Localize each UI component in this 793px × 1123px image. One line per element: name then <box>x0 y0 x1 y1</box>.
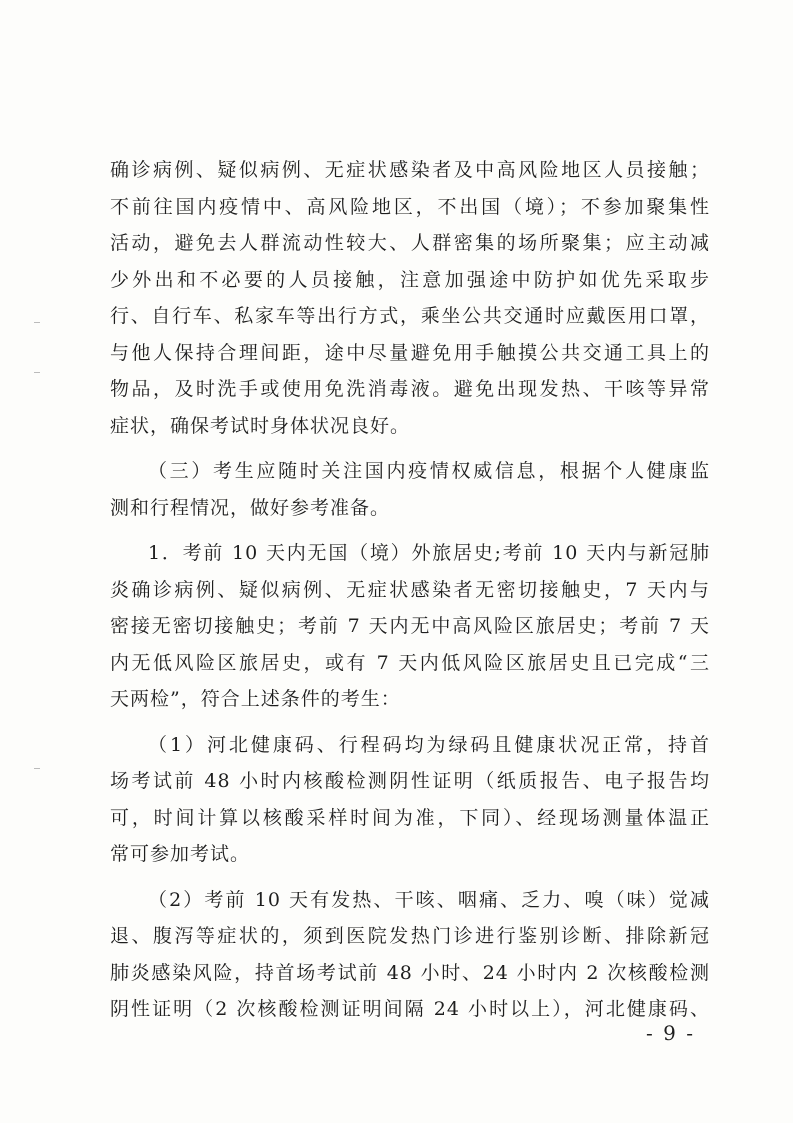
text-line: 1．考前 10 天内无国（境）外旅居史;考前 10 天内与新冠肺 <box>148 542 710 564</box>
text-line: 症状，确保考试时身体状况良好。 <box>110 414 411 437</box>
page-number: - 9 - <box>646 1021 695 1045</box>
margin-mark <box>34 322 40 323</box>
text-line: 不前往国内疫情中、高风险地区，不出国（境）；不参加聚集性 <box>110 195 710 218</box>
text-line: 退、腹泻等症状的，须到医院发热门诊进行鉴别诊断、排除新冠 <box>110 925 710 947</box>
text-line: （1）河北健康码、行程码均为绿码且健康状况正常，持首 <box>148 733 710 756</box>
margin-mark <box>34 768 40 769</box>
text-line: 阴性证明（2 次核酸检测证明间隔 24 小时以上），河北健康码、 <box>110 998 710 1020</box>
text-line: 活动，避免去人群流动性较大、人群密集的场所聚集；应主动减 <box>110 232 710 254</box>
text-line: 测和行程情况，做好参考准备。 <box>110 496 391 519</box>
text-line: （2）考前 10 天有发热、干咳、咽痛、乏力、嗅（味）觉减 <box>148 888 710 911</box>
text-line: （三）考生应随时关注国内疫情权威信息，根据个人健康监 <box>148 460 710 482</box>
text-line: 行、自行车、私家车等出行方式，乘坐公共交通时应戴医用口罩， <box>110 305 710 327</box>
text-line: 确诊病例、疑似病例、无症状感染者及中高风险地区人员接触； <box>110 159 710 181</box>
text-line: 场考试前 48 小时内核酸检测阴性证明（纸质报告、电子报告均 <box>110 770 710 792</box>
text-line: 肺炎感染风险，持首场考试前 48 小时、24 小时内 2 次核酸检测 <box>110 961 710 984</box>
text-line: 常可参加考试。 <box>110 843 251 865</box>
text-line: 密接无密切接触史；考前 7 天内无中高风险区旅居史；考前 7 天 <box>110 615 710 637</box>
text-line: 与他人保持合理间距，途中尽量避免用手触摸公共交通工具上的 <box>110 341 710 364</box>
body-text <box>110 152 710 1028</box>
text-line: 物品，及时洗手或使用免洗消毒液。避免出现发热、干咳等异常 <box>110 378 710 400</box>
text-line: 炎确诊病例、疑似病例、无症状感染者无密切接触史，7 天内与 <box>110 578 710 601</box>
text-line: 内无低风险区旅居史，或有 7 天内低风险区旅居史且已完成“三 <box>110 651 710 674</box>
margin-mark <box>34 372 40 373</box>
text-line: 天两检”，符合上述条件的考生： <box>110 688 401 710</box>
text-line: 可，时间计算以核酸采样时间为准，下同）、经现场测量体温正 <box>110 806 710 829</box>
text-line: 少外出和不必要的人员接触，注意加强途中防护如优先采取步 <box>110 268 710 291</box>
